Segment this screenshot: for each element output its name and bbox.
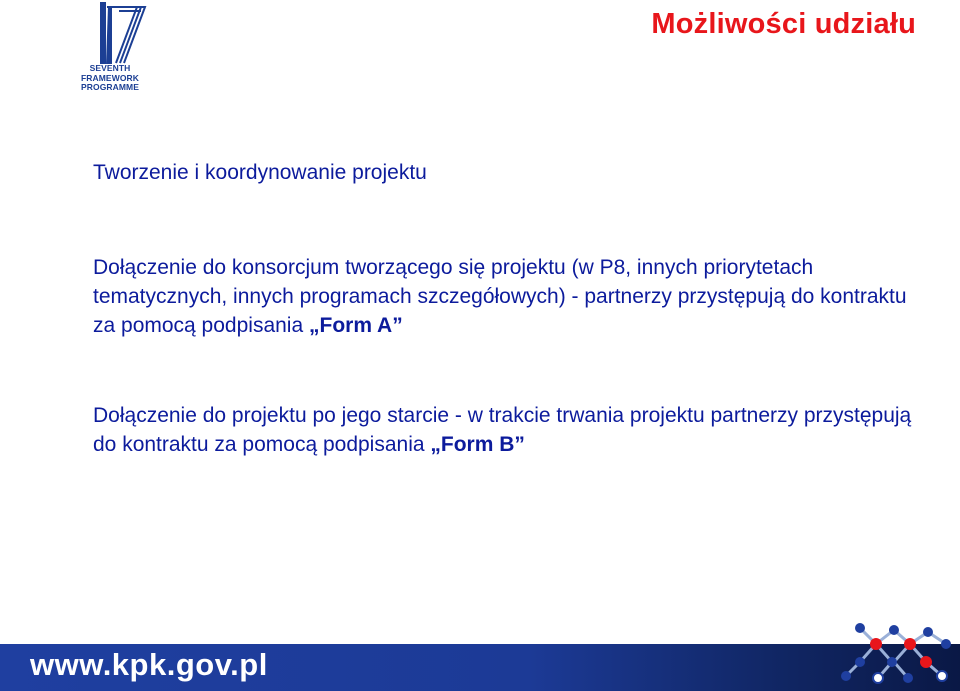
form-b-label: „Form B” bbox=[430, 433, 525, 456]
form-a-label: „Form A” bbox=[309, 314, 403, 337]
footer-url: www.kpk.gov.pl bbox=[30, 647, 268, 682]
molecule-icon bbox=[822, 604, 960, 691]
footer-bar bbox=[0, 644, 960, 691]
paragraph-join-consortium-text: Dołączenie do konsorcjum tworzącego się projektu (w P8, innych priorytetach tematycznych, innych programach szczegółowych) - partnerzy przystępują do kontraktu za pomocą podpisania bbox=[93, 256, 907, 337]
logo-caption-line2: PROGRAMME bbox=[80, 82, 140, 92]
paragraph-join-after-start-text: Dołączenie do projektu po jego starcie - w trakcie trwania projektu partnerzy przystępują do kontraktu za pomocą podpisania bbox=[93, 404, 912, 456]
paragraph-join-after-start bbox=[93, 401, 913, 459]
section-heading: Tworzenie i koordynowanie projektu bbox=[93, 161, 427, 184]
page-title: Możliwości udziału bbox=[651, 8, 916, 40]
logo-caption-line1: SEVENTH FRAMEWORK bbox=[80, 63, 140, 83]
paragraph-join-consortium bbox=[93, 253, 913, 340]
slide-content bbox=[93, 158, 913, 459]
logo-caption bbox=[62, 64, 158, 93]
